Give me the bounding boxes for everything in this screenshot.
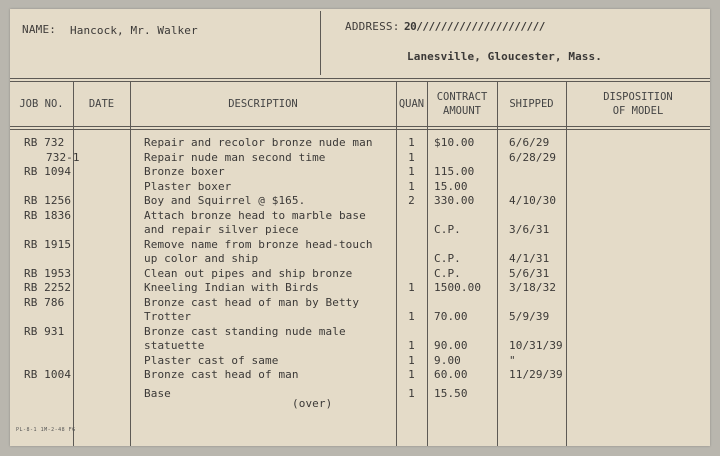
header-amount: AMOUNT [443,105,481,117]
header-top-rule [10,78,710,79]
row-quan: 1 [408,353,415,367]
row-shipped: 5/9/39 [509,310,550,323]
row-job: RB 1915 [24,237,72,251]
header-date: DATE [88,98,115,110]
row-shipped: 4/10/30 [509,194,557,207]
row-job: RB 2252 [24,281,72,294]
row-desc: Base [144,386,171,400]
header-of-model: OF MODEL [612,105,664,117]
address-struck-text: 20///////////////////// [404,20,545,33]
row-job: RB 1836 [24,208,72,222]
col-divider-shipped-disposition [566,81,567,446]
name-address-divider [320,11,321,75]
name-value: Hancock, Mr. Walker [70,24,198,37]
col-divider-job-date [73,81,74,446]
record-card [10,9,710,446]
header-bottom-rule-2 [10,129,710,130]
row-job: 732-1 [46,150,80,164]
address-label: ADDRESS: [345,20,400,33]
row-quan: 1 [408,165,415,178]
header-contract: CONTRACT [436,91,488,103]
row-quan: 1 [408,179,415,193]
row-amount: 15.00 [434,179,468,193]
row-job: RB 931 [24,324,65,338]
row-amount: 90.00 [434,339,468,352]
row-amount: 1500.00 [434,281,482,294]
row-amount: 115.00 [434,165,475,178]
row-desc: Boy and Squirrel @ $165. [144,194,306,207]
row-amount: 60.00 [434,368,468,381]
row-desc: Bronze cast head of man by Betty [144,295,360,309]
row-shipped: 3/18/32 [509,281,557,294]
row-amount: 70.00 [434,310,468,323]
row-quan: 1 [408,281,415,294]
row-job: RB 1004 [24,368,72,381]
row-desc: Repair and recolor bronze nude man [144,136,373,149]
row-quan: 1 [408,310,415,323]
row-job: RB 1094 [24,165,72,178]
row-desc: Bronze boxer [144,165,225,178]
col-divider-date-desc [130,81,131,446]
row-desc: Kneeling Indian with Birds [144,281,319,294]
header-description: DESCRIPTION [228,98,298,110]
row-desc: and repair silver piece [144,223,299,236]
row-amount: 15.50 [434,386,468,400]
row-shipped: 11/29/39 [509,368,563,381]
header-shipped: SHIPPED [509,98,554,110]
row-quan: 1 [408,339,415,352]
name-label: NAME: [22,23,57,36]
row-amount: $10.00 [434,136,475,149]
row-job: RB 1256 [24,194,72,207]
col-divider-amount-shipped [497,81,498,446]
row-quan: 1 [408,386,415,400]
header-top-rule-2 [10,81,710,82]
col-divider-quan-amount [427,81,428,446]
row-shipped: " [509,353,516,367]
form-code: PL-8-1 1M-2-48 FG [16,427,76,433]
row-shipped: 6/28/29 [509,150,557,164]
header-quan: QUAN [398,98,425,110]
row-desc: Plaster boxer [144,179,232,193]
row-quan: 1 [408,368,415,381]
row-amount: 330.00 [434,194,475,207]
row-desc: statuette [144,339,205,352]
row-desc: Remove name from bronze head-touch [144,237,373,251]
row-amount: C.P. [434,252,461,265]
row-job: RB 1953 [24,266,72,280]
header-job-no: JOB NO. [19,98,64,110]
row-job: RB 786 [24,295,65,309]
header-disposition: DISPOSITION [603,91,673,103]
row-desc: Plaster cast of same [144,353,279,367]
row-desc: Bronze cast head of man [144,368,299,381]
row-desc: Attach bronze head to marble base [144,208,366,222]
row-desc: Clean out pipes and ship bronze [144,266,353,280]
row-amount: 9.00 [434,353,461,367]
row-desc: Repair nude man second time [144,150,326,164]
row-amount: C.P. [434,266,461,280]
row-quan: 1 [408,150,415,164]
row-shipped: 6/6/29 [509,136,550,149]
address-value: Lanesville, Gloucester, Mass. [407,50,602,63]
row-desc: Trotter [144,310,192,323]
row-job: RB 732 [24,136,65,149]
row-shipped: 5/6/31 [509,266,550,280]
row-desc: Bronze cast standing nude male [144,324,346,338]
row-shipped: 4/1/31 [509,252,550,265]
row-desc: up color and ship [144,252,259,265]
row-amount: C.P. [434,223,461,236]
header-bottom-rule [10,126,710,127]
row-quan: 2 [408,194,415,207]
row-shipped: 3/6/31 [509,223,550,236]
row-quan: 1 [408,136,415,149]
over-note: (over) [292,397,333,410]
row-shipped: 10/31/39 [509,339,563,352]
